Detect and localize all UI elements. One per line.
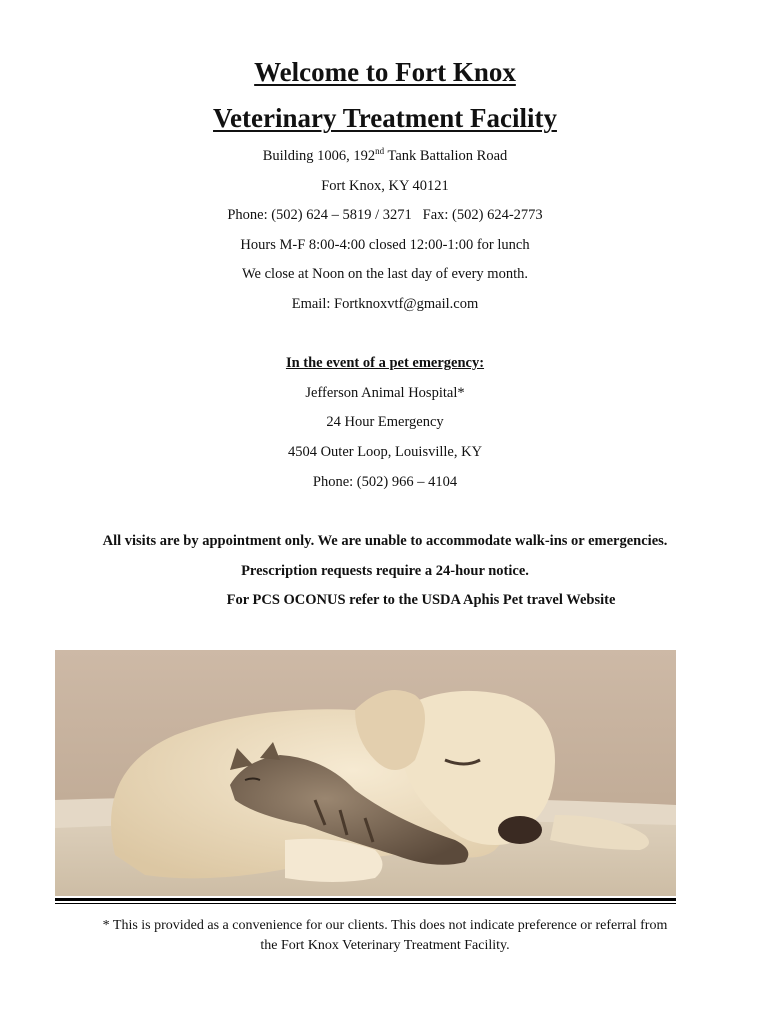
- prescription-notice: Prescription requests require a 24-hour notice.: [241, 563, 529, 579]
- office-hours: Hours M-F 8:00-4:00 closed 12:00-1:00 for lunch: [240, 237, 530, 253]
- email[interactable]: Email: Fortknoxvtf@gmail.com: [291, 296, 479, 312]
- pcs-notice: For PCS OCONUS refer to the USDA Aphis Pet travel Website: [226, 592, 616, 608]
- footnote-line-2: the Fort Knox Veterinary Treatment Facility.: [260, 938, 510, 953]
- emergency-address: 4504 Outer Loop, Louisville, KY: [287, 444, 483, 460]
- emergency-heading: In the event of a pet emergency:: [285, 355, 485, 371]
- divider-thick: [55, 898, 676, 901]
- emergency-hospital: Jefferson Animal Hospital*: [305, 385, 465, 401]
- title-line-2: Veterinary Treatment Facility: [213, 103, 557, 133]
- divider-thin: [55, 903, 676, 904]
- title-line-1: Welcome to Fort Knox: [254, 57, 516, 87]
- emergency-phone: Phone: (502) 966 – 4104: [312, 474, 458, 490]
- closure-note: We close at Noon on the last day of every month.: [242, 266, 528, 282]
- address-building: Building 1006, 192nd Tank Battalion Road: [262, 146, 508, 164]
- address-city: Fort Knox, KY 40121: [321, 178, 449, 194]
- emergency-hours: 24 Hour Emergency: [326, 414, 444, 430]
- phone-fax: Phone: (502) 624 – 5819 / 3271 Fax: (502) 624-2773: [227, 207, 543, 223]
- appointment-notice: All visits are by appointment only. We are unable to accommodate walk-ins or emergencies.: [102, 533, 668, 549]
- footnote-line-1: * This is provided as a convenience for our clients. This does not indicate preference or referral from: [102, 918, 668, 933]
- dog-and-cat-photo: [55, 650, 676, 896]
- dog-and-cat-illustration: [55, 650, 676, 896]
